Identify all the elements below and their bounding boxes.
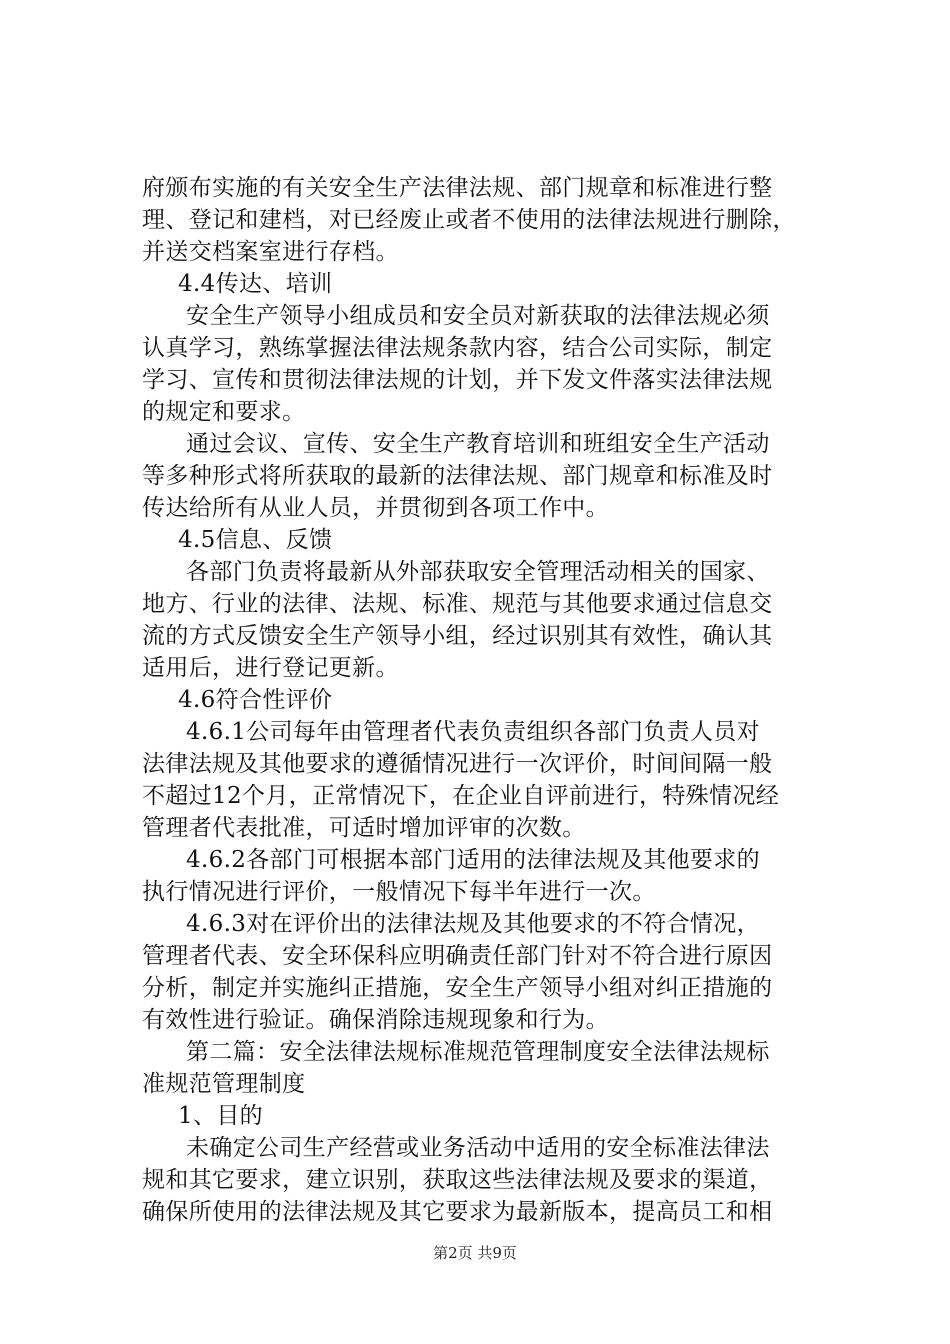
paragraph-line: 并送交档案室进行存档。 — [142, 239, 399, 265]
paragraph-line: 认真学习，熟练掌握法律法规条款内容，结合公司实际，制定 — [142, 335, 773, 361]
paragraph-line: 传达给所有从业人员，并贯彻到各项工作中。 — [142, 495, 609, 521]
section-heading: 4.4传达、培训 — [178, 271, 333, 297]
paragraph-line: 理、登记和建档，对已经废止或者不使用的法律法规进行删除， — [142, 207, 796, 233]
paragraph-line: 地方、行业的法律、法规、标准、规范与其他要求通过信息交 — [142, 591, 773, 617]
paragraph-line: 执行情况进行评价，一般情况下每半年进行一次。 — [142, 879, 656, 905]
paragraph-line: 管理者代表批准，可适时增加评审的次数。 — [142, 815, 586, 841]
paragraph-line: 有效性进行验证。确保消除违规现象和行为。 — [142, 1007, 609, 1033]
paragraph-line: 的规定和要求。 — [142, 399, 306, 425]
paragraph-line: 府颁布实施的有关安全生产法律法规、部门规章和标准进行整 — [142, 175, 773, 201]
paragraph-line: 4.6.3对在评价出的法律法规及其他要求的不符合情况， — [186, 911, 760, 937]
paragraph-line: 4.6.1公司每年由管理者代表负责组织各部门负责人员对 — [186, 719, 760, 745]
paragraph-line: 等多种形式将所获取的最新的法律法规、部门规章和标准及时 — [142, 463, 773, 489]
body-text — [142, 172, 842, 1228]
paragraph-line: 准规范管理制度 — [142, 1071, 306, 1097]
paragraph-line: 通过会议、宣传、安全生产教育培训和班组安全生产活动 — [186, 431, 770, 457]
section-heading: 4.5信息、反馈 — [178, 527, 333, 553]
paragraph-line: 各部门负责将最新从外部获取安全管理活动相关的国家、 — [186, 559, 770, 585]
paragraph-line: 流的方式反馈安全生产领导小组，经过识别其有效性，确认其 — [142, 623, 773, 649]
page-footer: 第2页 共9页 — [433, 1244, 517, 1262]
paragraph-line: 4.6.2各部门可根据本部门适用的法律法规及其他要求的 — [186, 847, 760, 873]
paragraph-line: 法律法规及其他要求的遵循情况进行一次评价，时间间隔一般 — [142, 751, 773, 777]
paragraph-line: 安全生产领导小组成员和安全员对新获取的法律法规必须 — [186, 303, 770, 329]
paragraph-line: 未确定公司生产经营或业务活动中适用的安全标准法律法 — [186, 1135, 770, 1161]
paragraph-line: 规和其它要求，建立识别，获取这些法律法规及要求的渠道， — [142, 1167, 773, 1193]
paragraph-line: 确保所使用的法律法规及其它要求为最新版本，提高员工和相 — [142, 1199, 773, 1225]
paragraph-line: 学习、宣传和贯彻法律法规的计划，并下发文件落实法律法规 — [142, 367, 773, 393]
section-heading: 4.6符合性评价 — [178, 687, 333, 713]
section-heading: 1、目的 — [178, 1103, 264, 1129]
paragraph-line: 不超过12个月，正常情况下，在企业自评前进行，特殊情况经 — [142, 783, 780, 809]
paragraph-line: 适用后，进行登记更新。 — [142, 655, 399, 681]
paragraph-line: 分析，制定并实施纠正措施，安全生产领导小组对纠正措施的 — [142, 975, 773, 1001]
section-heading: 第二篇：安全法律法规标准规范管理制度安全法律法规标 — [186, 1039, 770, 1065]
paragraph-line: 管理者代表、安全环保科应明确责任部门针对不符合进行原因 — [142, 943, 773, 969]
